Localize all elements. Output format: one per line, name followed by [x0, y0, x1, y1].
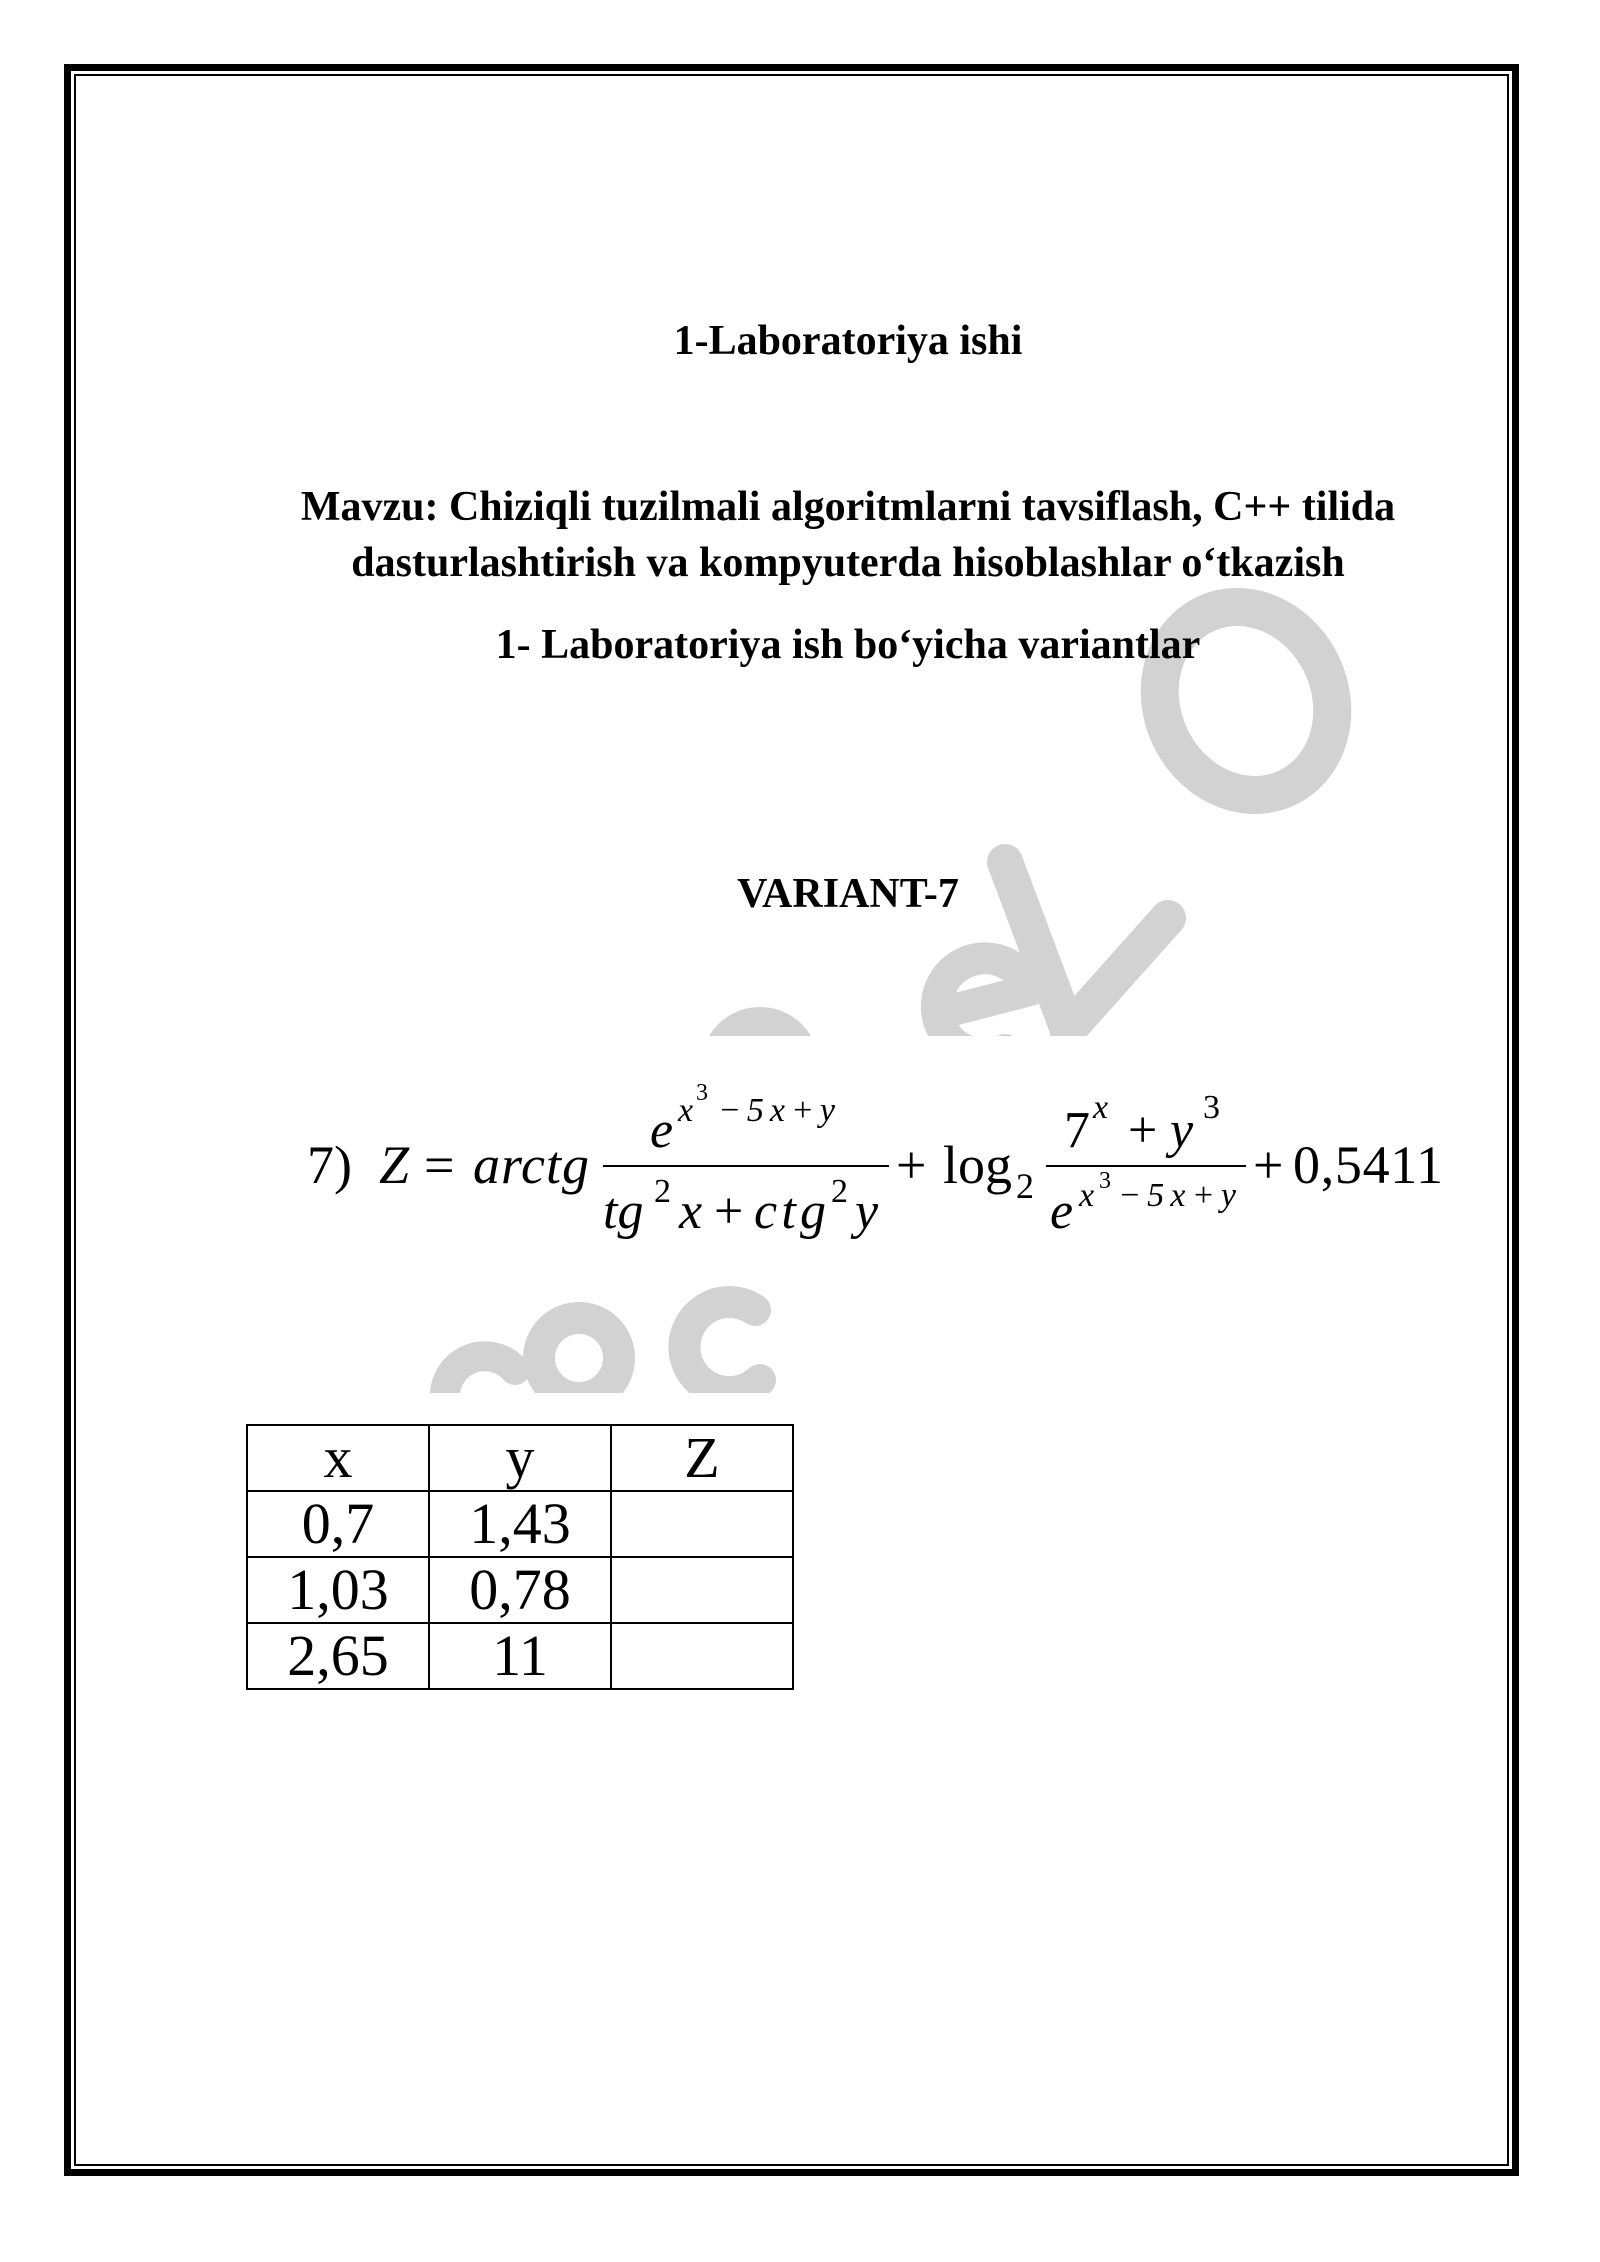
table-header-cell-y: y: [429, 1425, 611, 1491]
fraction-2-numerator-exponent-1: x: [1093, 1089, 1109, 1126]
formula-log-function: log: [943, 1135, 1013, 1195]
topic-line-2: dasturlashtirish va kompyuterda hisoblashlar o‘tkazish: [351, 540, 1345, 586]
table-header-cell-z: Z: [611, 1425, 793, 1491]
fraction-1-denominator-ctg: ctg: [754, 1183, 826, 1240]
formula-log-base: 2: [1016, 1166, 1034, 1206]
table-cell-y: 0,78: [429, 1557, 611, 1623]
table-cell-x: 0,7: [247, 1491, 429, 1557]
fraction-1: [603, 1080, 889, 1240]
topic-line-1: Mavzu: Chiziqli tuzilmali algoritmlarni tavsiflash, C++ tilida: [300, 484, 1396, 530]
formula-plus-1: +: [896, 1135, 927, 1195]
fraction-2-numerator-plus: +: [1128, 1102, 1158, 1159]
fraction-1-numerator-exponent-variable: x: [678, 1092, 694, 1129]
fraction-1-denominator-ctg-argument: y: [855, 1183, 879, 1240]
table-cell-z: [611, 1491, 793, 1557]
formula-number: 7): [307, 1135, 352, 1195]
variants-heading: 1- Laboratoriya ish bo‘yicha variantlar: [495, 622, 1201, 668]
formula-arctg-function: arctg: [473, 1135, 589, 1195]
formula: [0, 1040, 1600, 1280]
fraction-2: [1046, 1089, 1246, 1240]
fraction-1-denominator-tg-power: 2: [654, 1173, 671, 1210]
fraction-1-denominator-tg-argument: x: [679, 1183, 703, 1240]
formula-plus-2: +: [1253, 1135, 1284, 1195]
table-cell-y: 11: [429, 1623, 611, 1689]
topic-block: [248, 479, 1448, 591]
page-title: 1-Laboratoriya ishi: [673, 318, 1023, 364]
values-table: [246, 1424, 794, 1690]
fraction-2-denominator-exponent-variable: x: [1079, 1177, 1095, 1214]
fraction-2-denominator-exponent-power: 3: [1099, 1168, 1111, 1194]
fraction-1-numerator-base: e: [650, 1102, 674, 1159]
table-header-cell-x: x: [247, 1425, 429, 1491]
formula-constant: 0,5411: [1293, 1135, 1443, 1195]
table-cell-x: 1,03: [247, 1557, 429, 1623]
fraction-2-denominator-base: e: [1050, 1183, 1074, 1240]
variant-label: VARIANT-7: [737, 871, 959, 917]
table-row: [247, 1557, 793, 1623]
formula-equals-sign: =: [424, 1135, 455, 1195]
fraction-2-denominator-exponent-rest: −5x+y: [1118, 1177, 1236, 1214]
fraction-1-numerator-exponent-power: 3: [696, 1080, 708, 1106]
table-cell-z: [611, 1623, 793, 1689]
table-cell-y: 1,43: [429, 1491, 611, 1557]
formula-lhs-variable: Z: [379, 1135, 410, 1195]
fraction-2-numerator-base-2: y: [1170, 1102, 1194, 1159]
table-cell-x: 2,65: [247, 1623, 429, 1689]
table-row: [247, 1623, 793, 1689]
fraction-1-numerator-exponent-rest: −5x+y: [718, 1092, 835, 1129]
table-header-row: [247, 1425, 793, 1491]
fraction-1-denominator-plus: +: [714, 1183, 744, 1240]
fraction-1-denominator-ctg-power: 2: [831, 1173, 848, 1210]
fraction-2-numerator-base-1: 7: [1064, 1102, 1090, 1159]
table-row: [247, 1491, 793, 1557]
table-cell-z: [611, 1557, 793, 1623]
fraction-2-numerator-exponent-2: 3: [1203, 1089, 1220, 1126]
fraction-1-denominator-tg: tg: [603, 1183, 644, 1240]
